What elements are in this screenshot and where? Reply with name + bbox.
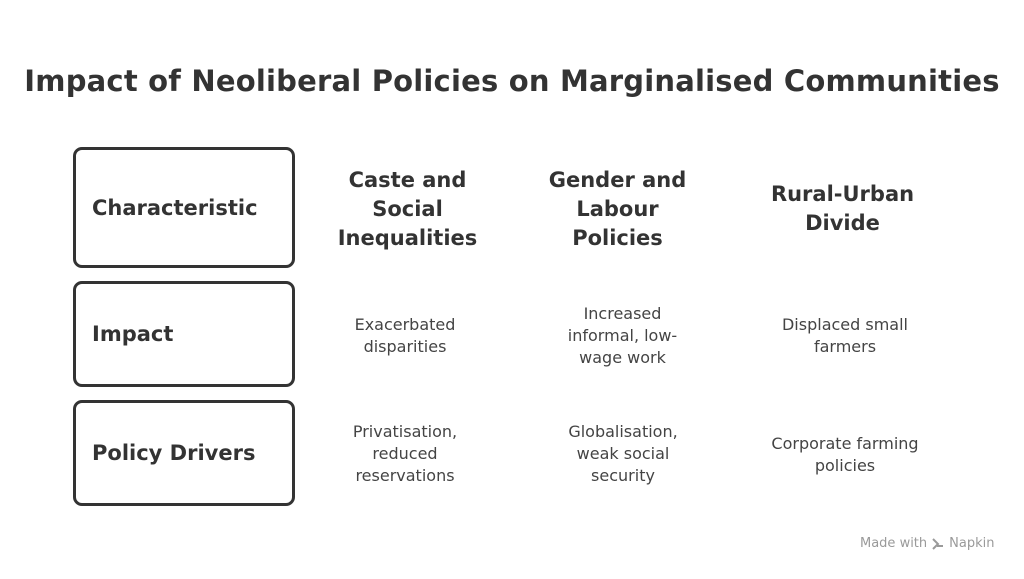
impact-cell-caste: Exacerbated disparities [354,315,456,356]
impact-cell-gender: Increased informal, low-wage work [567,304,678,367]
column-header-caste: Caste and Social Inequalities [337,168,478,250]
row-label-characteristic: Characteristic [73,147,295,268]
drivers-cell-gender: Globalisation, weak social security [568,422,678,485]
drivers-cell-rural-urban: Corporate farming policies [771,434,919,475]
impact-cell-rural-urban: Displaced small farmers [781,315,908,356]
page-title: Impact of Neoliberal Policies on Marginalised Communities [24,64,1000,98]
row-label-policy-drivers: Policy Drivers [73,400,295,506]
made-with-footer [860,536,994,551]
row-label-impact: Impact [73,281,295,387]
column-header-gender: Gender and Labour Policies [548,168,687,250]
made-with-label: Made with [860,536,928,551]
napkin-brand: Napkin [949,536,995,551]
drivers-cell-caste: Privatisation, reduced reservations [352,422,458,485]
column-header-rural-urban: Rural-Urban Divide [770,182,915,235]
napkin-logo-icon [931,537,945,551]
